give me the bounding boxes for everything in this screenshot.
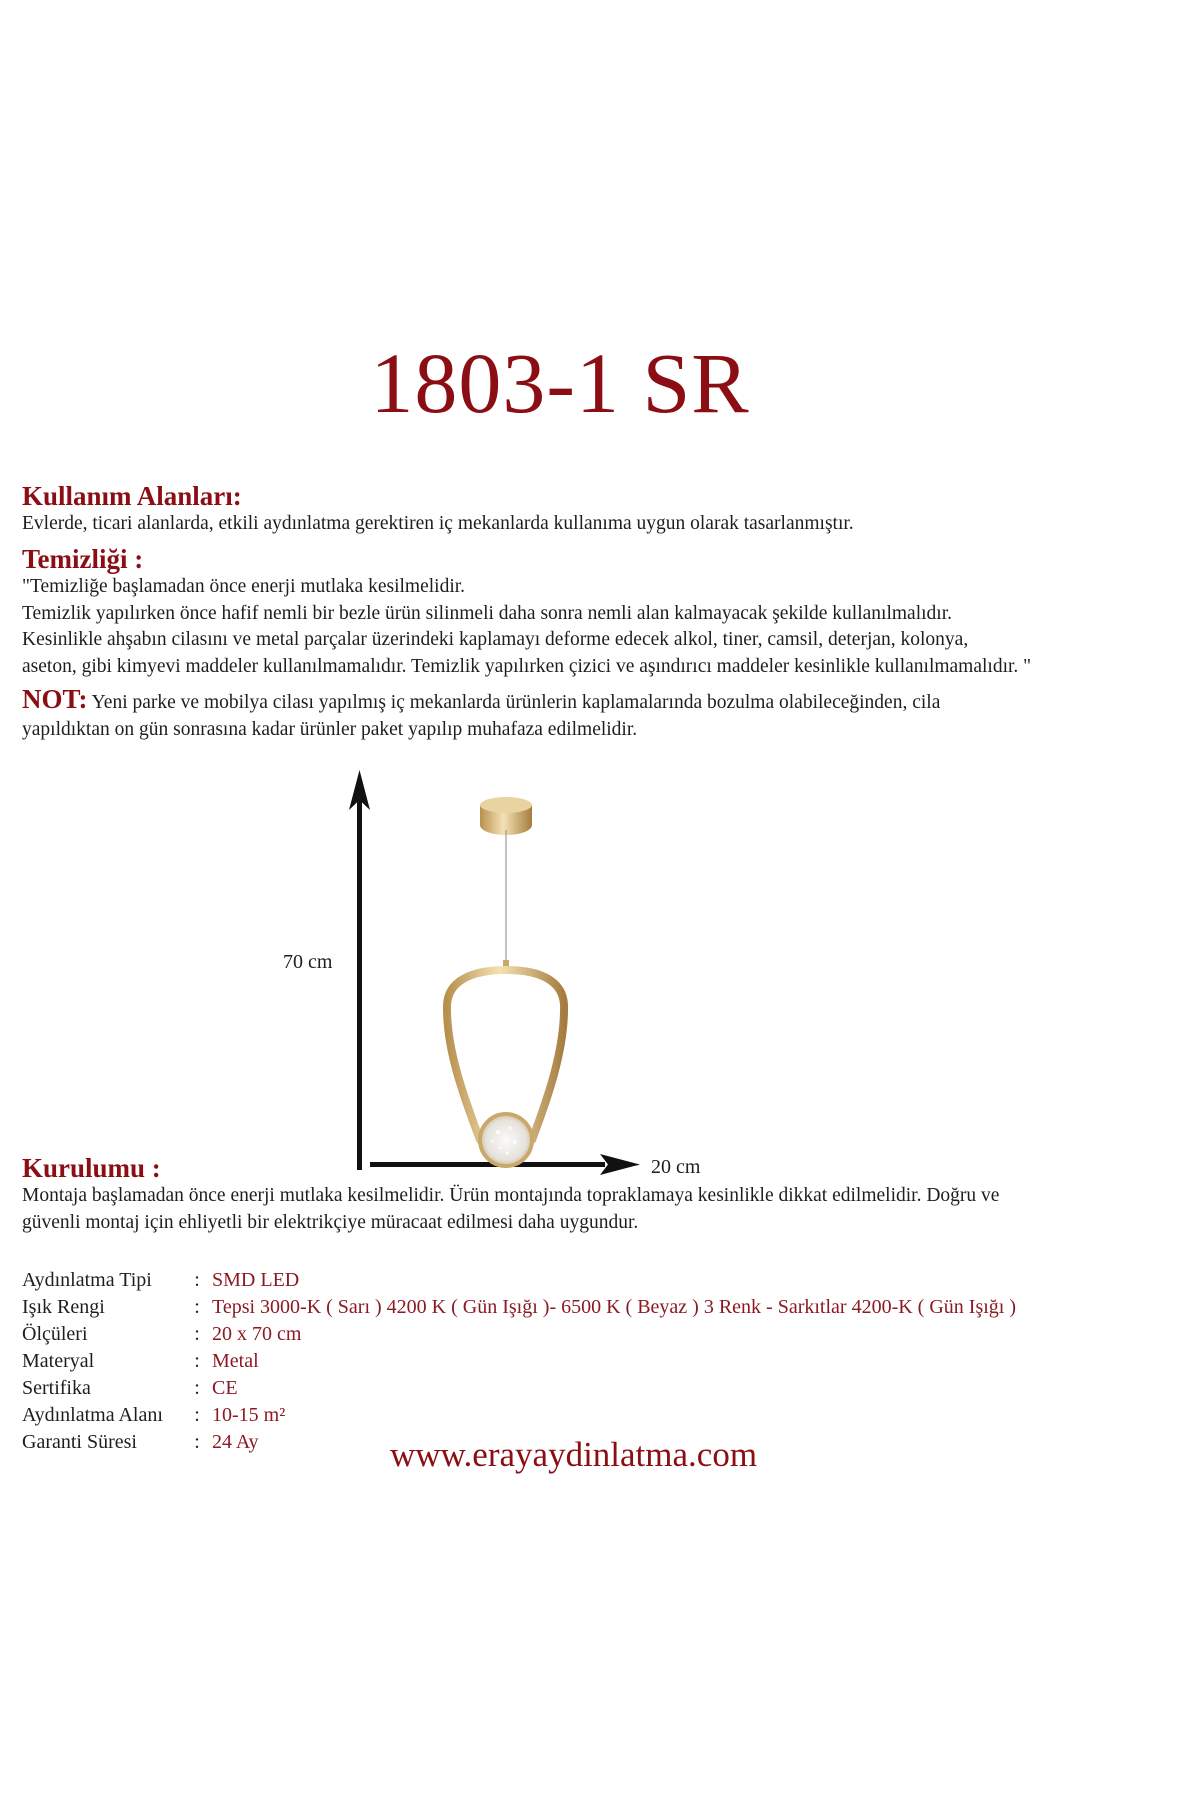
spec-row-lighting-type: [22, 1267, 1016, 1294]
spec-colon: :: [194, 1350, 200, 1372]
spec-row-dimensions: [22, 1321, 1016, 1348]
cleaning-text: [22, 574, 1031, 680]
spec-label: Materyal: [22, 1350, 95, 1372]
spec-value: 10-15 m²: [212, 1404, 286, 1426]
pendant-lamp-image: [447, 797, 564, 1166]
cleaning-line: Kesinlikle ahşabın cilasını ve metal parçalar üzerindeki kaplamayı deforme edecek alkol, tiner, camsil, deterjan, kolonya,: [22, 629, 969, 650]
note-line-2: yapıldıktan on gün sonrasına kadar ürünler paket yapılıp muhafaza edilmelidir.: [22, 718, 638, 740]
installation-line-2: güvenli montaj için ehliyetli bir elektrikçiye müracaat edilmesi daha uygundur.: [22, 1211, 639, 1233]
cleaning-line: Temizlik yapılırken önce hafif nemli bir bezle ürün silinmeli daha sonra nemli alan kalmayacak şekilde kullanılmalıdır.: [22, 602, 953, 624]
spec-row-light-color: [22, 1294, 1016, 1321]
spec-colon: :: [194, 1269, 200, 1291]
website-link[interactable]: www.erayaydinlatma.com: [390, 1435, 758, 1474]
spec-value: 24 Ay: [212, 1431, 259, 1453]
cleaning-heading: Temizliği :: [22, 544, 144, 574]
spec-colon: :: [194, 1404, 200, 1426]
installation-text: [22, 1183, 999, 1236]
spec-value: 20 x 70 cm: [212, 1323, 302, 1345]
spec-value: SMD LED: [212, 1269, 300, 1291]
usage-text: Evlerde, ticari alanlarda, etkili aydınlatma gerektiren iç mekanlarda kullanıma uygun olarak tasarlanmıştır.: [22, 513, 854, 534]
width-dimension-label: 20 cm: [651, 1156, 701, 1178]
spec-colon: :: [194, 1377, 200, 1399]
spec-table: [22, 1267, 1016, 1456]
spec-row-lighting-area: [22, 1402, 1016, 1429]
spec-label: Aydınlatma Tipi: [22, 1269, 152, 1291]
spec-row-certificate: [22, 1375, 1016, 1402]
height-dimension-label: 70 cm: [283, 951, 333, 973]
spec-colon: :: [194, 1323, 200, 1345]
dimension-diagram: [0, 760, 700, 1183]
product-model-title: 1803-1 SR: [370, 335, 750, 431]
cleaning-line: aseton, gibi kimyevi maddeler kullanılmamalıdır. Temizlik yapılırken çizici ve aşındırıcı maddeler kesinlikle kullanılmamalıdır. ": [22, 655, 1032, 677]
height-arrow-icon: [349, 770, 370, 1170]
installation-heading: Kurulumu :: [22, 1153, 161, 1183]
usage-heading: Kullanım Alanları:: [22, 481, 242, 511]
spec-row-material: [22, 1348, 1016, 1375]
spec-colon: :: [194, 1296, 200, 1318]
spec-label: Ölçüleri: [22, 1323, 88, 1345]
spec-label: Sertifika: [22, 1377, 91, 1399]
spec-value: CE: [212, 1377, 238, 1399]
note-line-1: [22, 686, 940, 717]
spec-colon: :: [194, 1431, 200, 1453]
note-text: Yeni parke ve mobilya cilası yapılmış iç mekanlarda ürünlerin kaplamalarında bozulma olabileceğinden, cila: [91, 692, 941, 713]
spec-value: Metal: [212, 1350, 259, 1372]
cleaning-line: "Temizliğe başlamadan önce enerji mutlaka kesilmelidir.: [22, 576, 466, 597]
note-block: [22, 686, 940, 743]
spec-label: Aydınlatma Alanı: [22, 1404, 163, 1426]
spec-value: Tepsi 3000-K ( Sarı ) 4200 K ( Gün Işığı )- 6500 K ( Beyaz ) 3 Renk - Sarkıtlar 4200-K ( Gün Işığı ): [212, 1296, 1017, 1318]
installation-line-1: Montaja başlamadan önce enerji mutlaka kesilmelidir. Ürün montajında topraklamaya kesinlikle dikkat edilmelidir. Doğru ve: [22, 1185, 1000, 1206]
note-label: NOT:: [22, 684, 88, 714]
spec-label: Garanti Süresi: [22, 1431, 137, 1453]
spec-label: Işık Rengi: [22, 1296, 105, 1318]
